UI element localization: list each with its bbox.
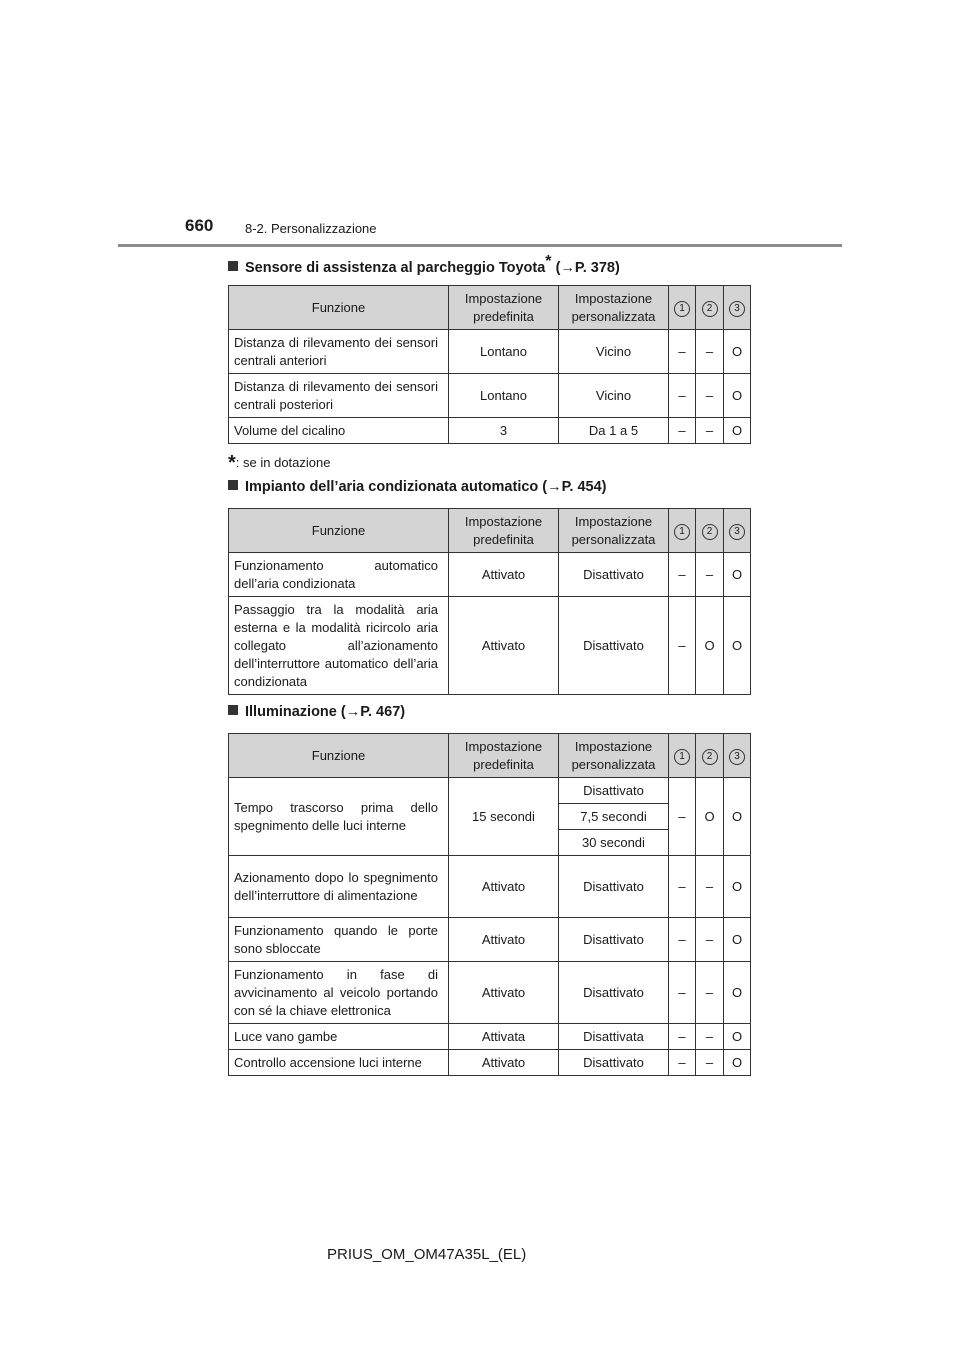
- col-1: [669, 509, 696, 553]
- col-1: [669, 734, 696, 778]
- asterisk-marker: *: [228, 452, 236, 474]
- asterisk-marker: *: [545, 253, 552, 270]
- table-row: Luce vano gambe Attivata Disattivata – – O: [229, 1024, 751, 1050]
- section-title: 8-2. Personalizzazione: [245, 221, 377, 236]
- table-row: Funzionamento quando le porte sono sbloccate Attivato Disattivato – – O: [229, 918, 751, 962]
- circle-1-icon: 1: [674, 301, 690, 317]
- table-air-conditioning: [228, 508, 751, 695]
- table-row: Funzionamento automatico dell’aria condizionata Attivato Disattivato – – O: [229, 553, 751, 597]
- col-predefinita: Impostazione predefinita: [449, 286, 559, 330]
- table-header-row: [229, 734, 751, 778]
- square-bullet-icon: [228, 705, 238, 715]
- col-2: [696, 734, 724, 778]
- circle-3-icon: 3: [729, 524, 745, 540]
- circle-2-icon: 2: [702, 301, 718, 317]
- circle-1-icon: 1: [674, 524, 690, 540]
- section-heading-parking-sensor: Sensore di assistenza al parcheggio Toyota* (→P. 378): [228, 253, 620, 276]
- col-2: [696, 509, 724, 553]
- table-row: Controllo accensione luci interne Attivato Disattivato – – O: [229, 1050, 751, 1076]
- col-personalizzata: Impostazione personalizzata: [559, 286, 669, 330]
- footnote: *: se in dotazione: [228, 452, 331, 474]
- table-header-row: [229, 509, 751, 553]
- col-funzione: Funzione: [229, 734, 449, 778]
- page-reference: (→P. 378): [555, 259, 620, 276]
- header-divider: [118, 244, 842, 247]
- page-number: 660: [185, 216, 214, 235]
- table-row: Distanza di rilevamento dei sensori centrali anteriori Lontano Vicino – – O: [229, 330, 751, 374]
- table-row: Distanza di rilevamento dei sensori centrali posteriori Lontano Vicino – – O: [229, 374, 751, 418]
- col-predefinita: Impostazione predefinita: [449, 734, 559, 778]
- col-1: [669, 286, 696, 330]
- col-3: [724, 509, 751, 553]
- circle-2-icon: 2: [702, 749, 718, 765]
- table-row: Tempo trascorso prima dello spegnimento delle luci interne 15 secondi Disattivato – O O: [229, 778, 751, 804]
- circle-3-icon: 3: [729, 301, 745, 317]
- col-personalizzata: Impostazione personalizzata: [559, 509, 669, 553]
- col-2: [696, 286, 724, 330]
- circle-3-icon: 3: [729, 749, 745, 765]
- section-heading-air-conditioning: Impianto dell’aria condizionata automatico (→P. 454): [228, 479, 607, 495]
- table-row: 7,5 secondi: [229, 804, 751, 830]
- circle-2-icon: 2: [702, 524, 718, 540]
- col-3: [724, 286, 751, 330]
- document-code: PRIUS_OM_OM47A35L_(EL): [327, 1246, 527, 1263]
- table-parking-sensor: [228, 285, 751, 444]
- col-personalizzata: Impostazione personalizzata: [559, 734, 669, 778]
- page-header: [0, 0, 960, 250]
- section-heading-lighting: Illuminazione (→P. 467): [228, 704, 405, 720]
- col-funzione: Funzione: [229, 286, 449, 330]
- table-row: 30 secondi: [229, 830, 751, 856]
- table-row: Funzionamento in fase di avvicinamento al veicolo portando con sé la chiave elettronica Attivato Disattivato – – O: [229, 962, 751, 1024]
- table-row: Azionamento dopo lo spegnimento dell’interruttore di alimentazione Attivato Disattivato – – O: [229, 856, 751, 918]
- circle-1-icon: 1: [674, 749, 690, 765]
- table-row: Passaggio tra la modalità aria esterna e la modalità ricircolo aria collegato all’azionamento dell’interruttore automatico dell’aria condizionata Attivato Disattivato – O O: [229, 597, 751, 695]
- col-predefinita: Impostazione predefinita: [449, 509, 559, 553]
- table-header-row: [229, 286, 751, 330]
- col-funzione: Funzione: [229, 509, 449, 553]
- table-row: Volume del cicalino 3 Da 1 a 5 – – O: [229, 418, 751, 444]
- square-bullet-icon: [228, 261, 238, 271]
- table-lighting: [228, 733, 751, 1076]
- square-bullet-icon: [228, 480, 238, 490]
- col-3: [724, 734, 751, 778]
